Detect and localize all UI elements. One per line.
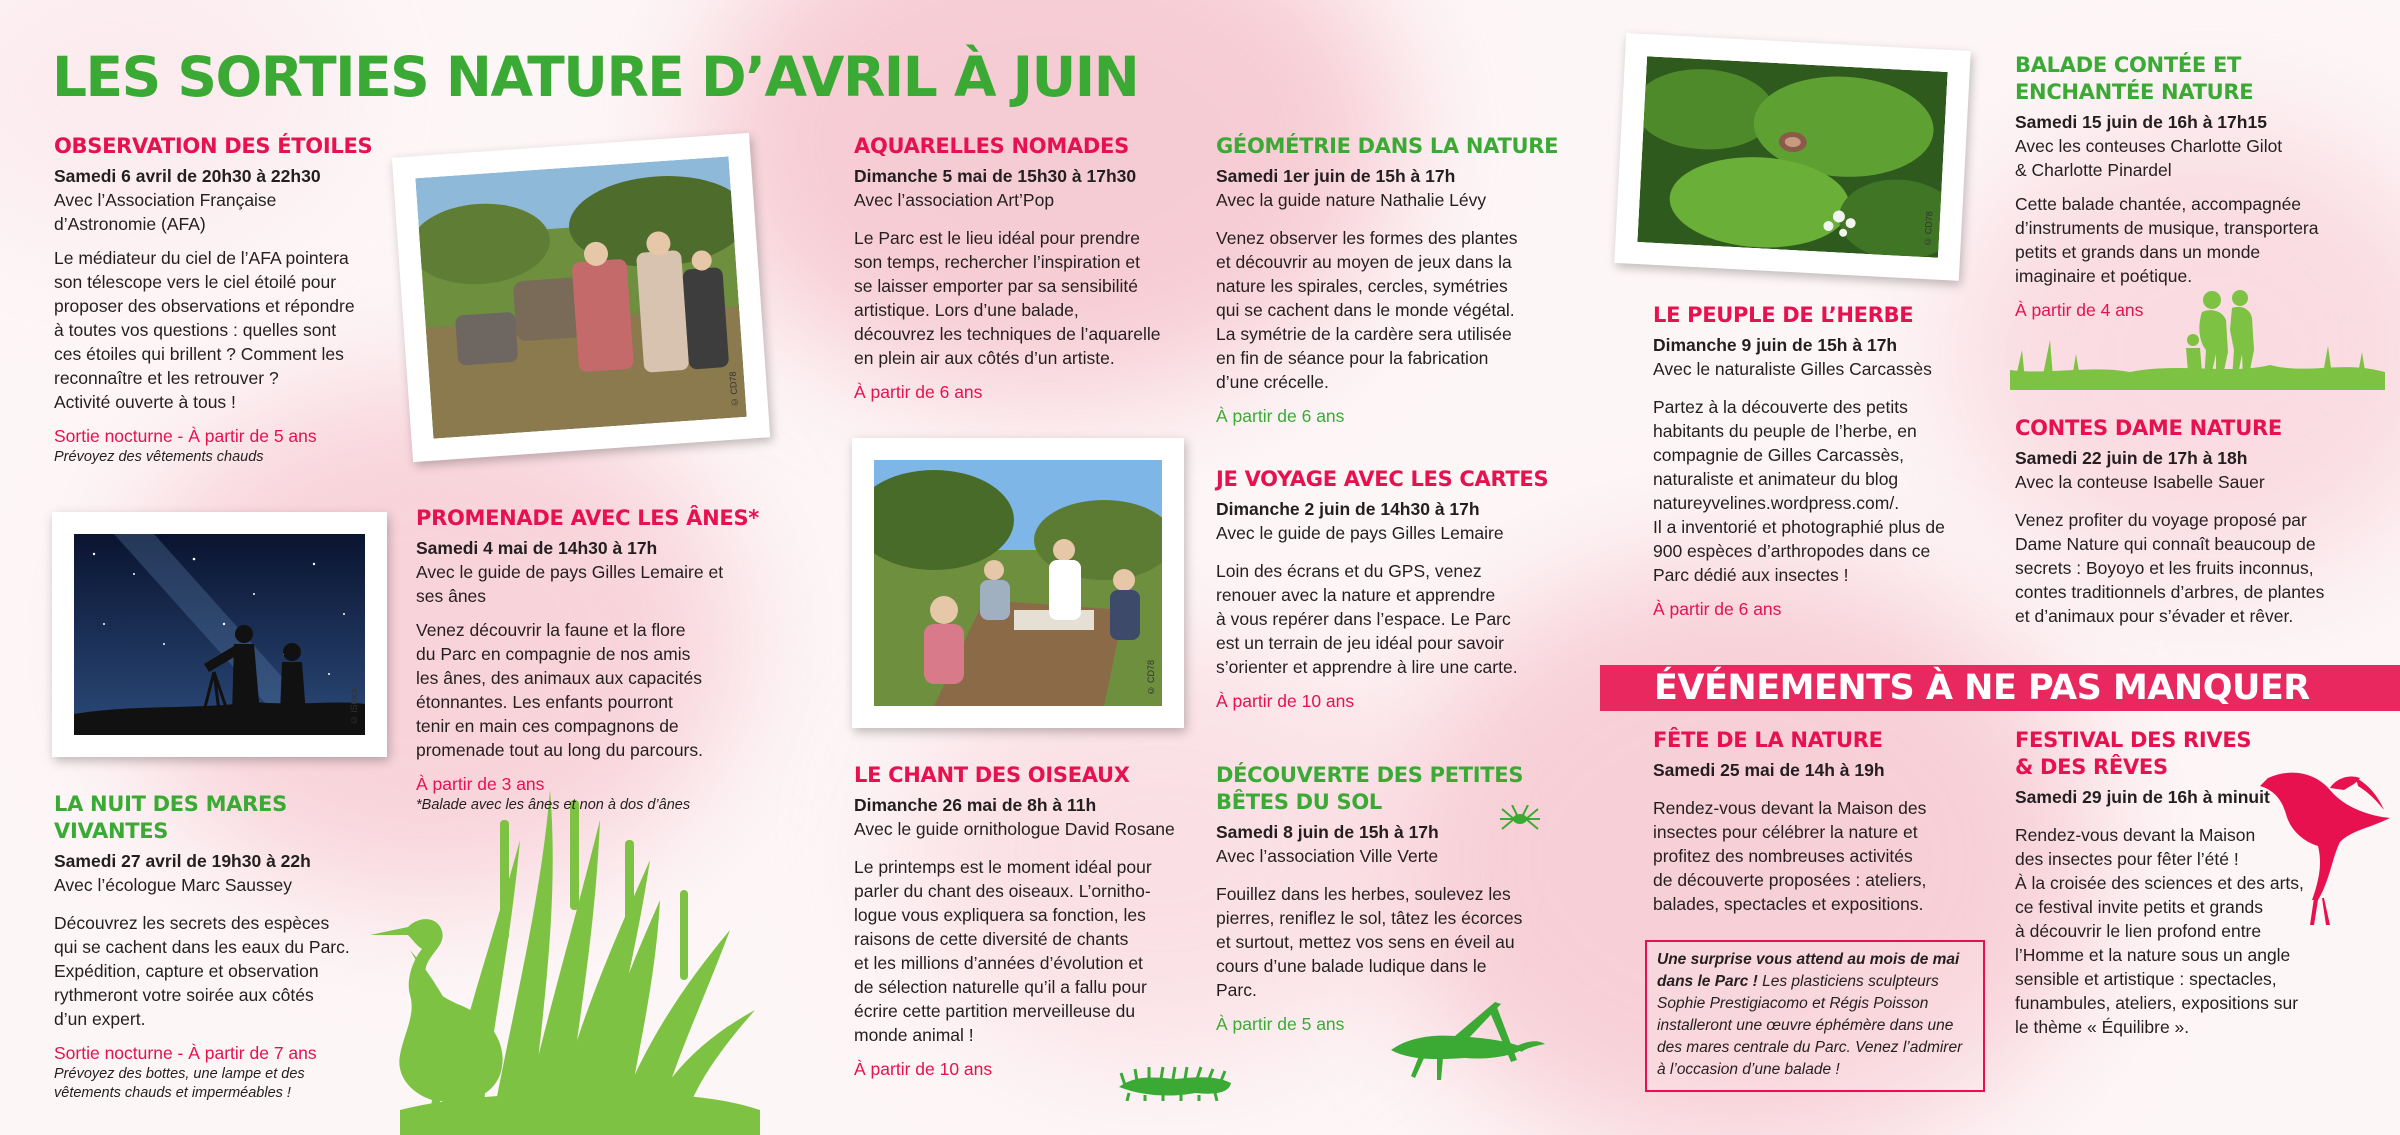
event-description: Le Parc est le lieu idéal pour prendre son temps, rechercher l’inspiration et se laisser emporter par sa sensibilité artistique. Lors d’une balade, découvrez les techniques de l’aquarelle en plein air aux côtés d’un artiste.: [854, 228, 1161, 368]
event-guide: Avec la conteuse Isabelle Sauer: [2015, 472, 2265, 492]
event-aquarelles-nomades: [854, 133, 1199, 404]
event-voyage-cartes: [1216, 466, 1561, 713]
event-age: À partir de 4 ans: [2015, 300, 2144, 320]
event-age: À partir de 10 ans: [1216, 691, 1355, 711]
event-age: À partir de 10 ans: [854, 1059, 993, 1079]
event-guide: Avec le guide ornithologue David Rosane: [854, 819, 1175, 839]
event-title: LE CHANT DES OISEAUX: [854, 763, 1130, 787]
event-date: Dimanche 2 juin de 14h30 à 17h: [1216, 499, 1480, 519]
photo-credit: © CD78: [1922, 211, 1935, 248]
surprise-box: [1645, 940, 1985, 1092]
event-title: FESTIVAL DES RIVES & DES RÊVES: [2015, 728, 2252, 779]
event-description: Rendez-vous devant la Maison des insectes pour célébrer la nature et profitez des nombreuses activités de découverte proposées : ateliers, balades, spectacles et expositions.: [1653, 798, 1927, 914]
event-note: Prévoyez des bottes, une lampe et des vêtements chauds et imperméables !: [54, 1066, 305, 1101]
stargazing-image: [74, 534, 365, 735]
event-observation-etoiles: [54, 133, 399, 467]
event-title: GÉOMÉTRIE DANS LA NATURE: [1216, 134, 1559, 158]
event-title: JE VOYAGE AVEC LES CARTES: [1216, 467, 1549, 491]
event-description: Venez découvrir la faune et la flore du Parc en compagnie de nos amis les ânes, des animaux aux capacités étonnantes. Les enfants pourront tenir en main ces compagnons de promenade tout au long du parcours.: [416, 620, 703, 760]
surprise-lead: Une surprise vous attend au mois de mai dans le Parc !: [1657, 951, 1960, 990]
event-geometrie-nature: [1216, 133, 1561, 428]
event-date: Samedi 6 avril de 20h30 à 22h30: [54, 166, 321, 186]
photo-picnic-painting: [852, 438, 1184, 728]
event-date: Samedi 27 avril de 19h30 à 22h: [54, 851, 311, 871]
photo-donkey-hike: [392, 133, 770, 462]
event-age: À partir de 6 ans: [1216, 406, 1345, 426]
event-guide: Avec les conteuses Charlotte Gilot & Charlotte Pinardel: [2015, 136, 2283, 180]
event-title: BALADE CONTÉE ET ENCHANTÉE NATURE: [2015, 53, 2254, 104]
donkey-hike-image: [415, 156, 746, 438]
event-age: Sortie nocturne - À partir de 5 ans: [54, 426, 317, 446]
event-peuple-herbe: [1653, 302, 1998, 621]
event-contes-dame-nature: [2015, 415, 2360, 638]
photo-stargazing: [52, 512, 387, 757]
event-title: LA NUIT DES MARES VIVANTES: [54, 792, 287, 843]
event-guide: Avec le naturaliste Gilles Carcassès: [1653, 359, 1932, 379]
event-description: Le printemps est le moment idéal pour parler du chant des oiseaux. L’ornitho- logue vous expliquera sa fonction, les raisons de cette diversité de chants et les millions d’années d’évolution et de sélection naturelle qu’il a fallu pour écrire cette partition merveilleuse du monde animal !: [854, 857, 1152, 1045]
event-guide: Avec l’association Art’Pop: [854, 190, 1055, 210]
surprise-text: Les plasticiens sculpteurs Sophie Prestigiacomo et Régis Poisson installeront une œuvre éphémère dans une des mares centrale du Parc. Venez l’admirer à l’occasion d’une balade !: [1657, 973, 1963, 1078]
event-description: Fouillez dans les herbes, soulevez les pierres, reniflez le sol, tâtez les écorces et surtout, mettez vos sens en éveil au cours d’une balade ludique dans le Parc.: [1216, 884, 1523, 1000]
picnic-painting-image: [874, 460, 1162, 706]
event-description: Venez profiter du voyage proposé par Dame Nature qui connaît beaucoup de secrets : Boyoyo et les fruits inconnus, contes traditionnels d’arbres, de plantes et d’animaux pour s’évader et rêver.: [2015, 510, 2325, 626]
event-guide: Avec l’Association Française d’Astronomie (AFA): [54, 190, 277, 234]
event-title: OBSERVATION DES ÉTOILES: [54, 134, 373, 158]
event-date: Samedi 8 juin de 15h à 17h: [1216, 822, 1439, 842]
event-title: LE PEUPLE DE L’HERBE: [1653, 303, 1914, 327]
event-age: À partir de 5 ans: [1216, 1014, 1345, 1034]
event-date: Dimanche 26 mai de 8h à 11h: [854, 795, 1097, 815]
photo-credit: © CD78: [1146, 660, 1156, 696]
event-description: Loin des écrans et du GPS, venez renouer avec la nature et apprendre à vous repérer dans l’espace. Le Parc est un terrain de jeu idéal pour savoir s’orienter et apprendre à lire une carte.: [1216, 561, 1518, 677]
event-nuit-mares: [54, 791, 399, 1103]
page-title: LES SORTIES NATURE D’AVRIL À JUIN: [52, 45, 1139, 109]
event-description: Le médiateur du ciel de l’AFA pointera son télescope vers le ciel étoilé pour proposer des observations et répondre à toutes vos questions : quelles sont ces étoiles qui brillent ? Comment les reconnaître et les retrouver ? Activité ouverte à tous !: [54, 248, 355, 412]
event-description: Rendez-vous devant la Maison des insectes pour fêter l’été ! À la croisée des sciences et des arts, ce festival invite petits et grands à découvrir le lien profond entre l’Homme et la nature sous un angle sensible et artistique : spectacles, funambules, ateliers, expositions sur le thème « Équilibre ».: [2015, 825, 2304, 1037]
event-age: À partir de 3 ans: [416, 774, 545, 794]
insect-leaves-image: [1637, 56, 1947, 257]
event-description: Cette balade chantée, accompagnée d’instruments de musique, transportera petits et grands dans un monde imaginaire et poétique.: [2015, 194, 2319, 286]
event-title: PROMENADE AVEC LES ÂNES*: [416, 506, 759, 530]
event-guide: Avec le guide de pays Gilles Lemaire et ses ânes: [416, 562, 724, 606]
event-date: Samedi 1er juin de 15h à 17h: [1216, 166, 1456, 186]
event-description: Partez à la découverte des petits habitants du peuple de l’herbe, en compagnie de Gilles Carcassès, naturaliste et animateur du blog natureyvelines.wordpress.com/. Il a inventorié et photographié plus de 900 espèces d’arthropodes dans ce Parc dédié aux insectes !: [1653, 397, 1945, 585]
event-title: AQUARELLES NOMADES: [854, 134, 1129, 158]
event-title: DÉCOUVERTE DES PETITES BÊTES DU SOL: [1216, 763, 1524, 814]
event-date: Samedi 29 juin de 16h à minuit: [2015, 787, 2270, 807]
event-date: Samedi 15 juin de 16h à 17h15: [2015, 112, 2267, 132]
event-balade-contee: [2015, 52, 2360, 322]
photo-insect-leaves: [1614, 33, 1971, 281]
event-date: Dimanche 9 juin de 15h à 17h: [1653, 335, 1898, 355]
event-age: À partir de 6 ans: [1653, 599, 1782, 619]
event-guide: Avec l’association Ville Verte: [1216, 846, 1439, 866]
event-date: Samedi 25 mai de 14h à 19h: [1653, 760, 1885, 780]
event-fete-nature: [1653, 727, 1998, 926]
event-date: Samedi 4 mai de 14h30 à 17h: [416, 538, 658, 558]
event-guide: Avec le guide de pays Gilles Lemaire: [1216, 523, 1504, 543]
event-guide: Avec l’écologue Marc Saussey: [54, 875, 292, 895]
event-note: Prévoyez des vêtements chauds: [54, 449, 264, 465]
event-date: Samedi 22 juin de 17h à 18h: [2015, 448, 2248, 468]
events-banner: ÉVÉNEMENTS À NE PAS MANQUER: [1600, 665, 2400, 711]
event-title: CONTES DAME NATURE: [2015, 416, 2282, 440]
event-guide: Avec la guide nature Nathalie Lévy: [1216, 190, 1487, 210]
photo-credit: © iStock: [349, 687, 359, 725]
event-description: Découvrez les secrets des espèces qui se cachent dans les eaux du Parc. Expédition, capture et observation rythmeront votre soirée aux côtés d’un expert.: [54, 913, 350, 1029]
event-age: Sortie nocturne - À partir de 7 ans: [54, 1043, 317, 1063]
event-note: *Balade avec les ânes et non à dos d’ânes: [416, 797, 691, 813]
event-festival-rives: [2015, 727, 2345, 1049]
event-title: FÊTE DE LA NATURE: [1653, 728, 1883, 752]
event-promenade-anes: [416, 505, 761, 815]
event-date: Dimanche 5 mai de 15h30 à 17h30: [854, 166, 1137, 186]
event-petites-betes: [1216, 762, 1561, 1036]
event-description: Venez observer les formes des plantes et découvrir au moyen de jeux dans la nature les spirales, cercles, symétries qui se cachent dans le monde végétal. La symétrie de la cardère sera utilisée en fin de séance pour la fabrication d’une crécelle.: [1216, 228, 1518, 392]
event-chant-oiseaux: [854, 762, 1199, 1081]
event-age: À partir de 6 ans: [854, 382, 983, 402]
photo-credit: © CD78: [727, 371, 741, 408]
